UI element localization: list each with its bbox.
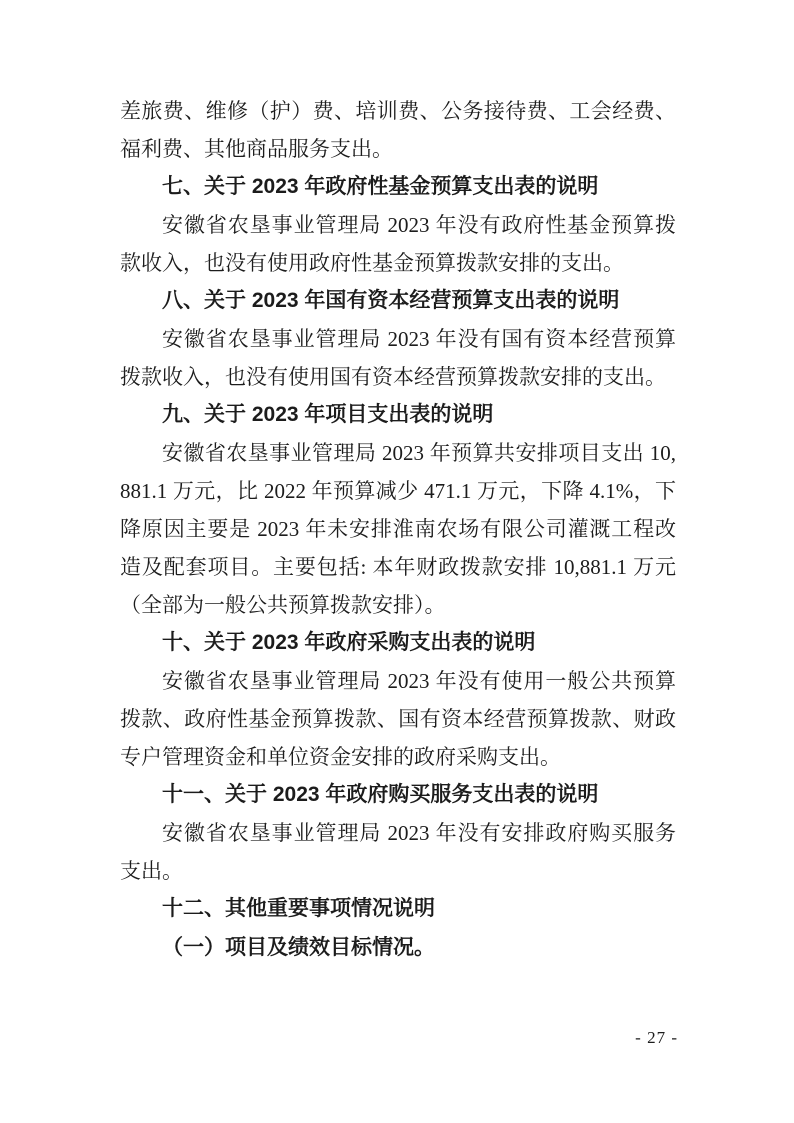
para-section-7: 安徽省农垦事业管理局 2023 年没有政府性基金预算拨款收入，也没有使用政府性基金预算拨款安排的支出。: [120, 213, 676, 275]
page-number: - 27 -: [635, 1028, 678, 1047]
para-section-11: 安徽省农垦事业管理局 2023 年没有安排政府购买服务支出。: [120, 821, 676, 883]
para-expense-items: 差旅费、维修（护）费、培训费、公务接待费、工会经费、福利费、其他商品服务支出。: [120, 99, 676, 161]
subheading-12-1: （一）项目及绩效目标情况。: [162, 935, 435, 959]
heading-section-9: 九、关于 2023 年项目支出表的说明: [162, 403, 494, 426]
heading-section-12: 十二、其他重要事项情况说明: [162, 897, 435, 920]
para-section-10: 安徽省农垦事业管理局 2023 年没有使用一般公共预算拨款、政府性基金预算拨款、国有资本经营预算拨款、财政专户管理资金和单位资金安排的政府采购支出。: [120, 669, 676, 769]
heading-section-11: 十一、关于 2023 年政府购买服务支出表的说明: [162, 783, 599, 806]
heading-section-7: 七、关于 2023 年政府性基金预算支出表的说明: [162, 175, 599, 198]
heading-section-10: 十、关于 2023 年政府采购支出表的说明: [162, 631, 536, 654]
heading-section-8: 八、关于 2023 年国有资本经营预算支出表的说明: [162, 289, 620, 312]
para-section-8: 安徽省农垦事业管理局 2023 年没有国有资本经营预算拨款收入，也没有使用国有资本经营预算拨款安排的支出。: [120, 327, 676, 389]
document-body: [120, 92, 676, 966]
para-section-9: 安徽省农垦事业管理局 2023 年预算共安排项目支出 10,881.1 万元，比 2022 年预算减少 471.1 万元，下降 4.1%，下降原因主要是 2023 年未安排淮南农场有限公司灌溉工程改造及配套项目。主要包括: 本年财政拨款安排 10,881.1 万元（全部为一般公共预算拨款安排）。: [120, 441, 676, 617]
